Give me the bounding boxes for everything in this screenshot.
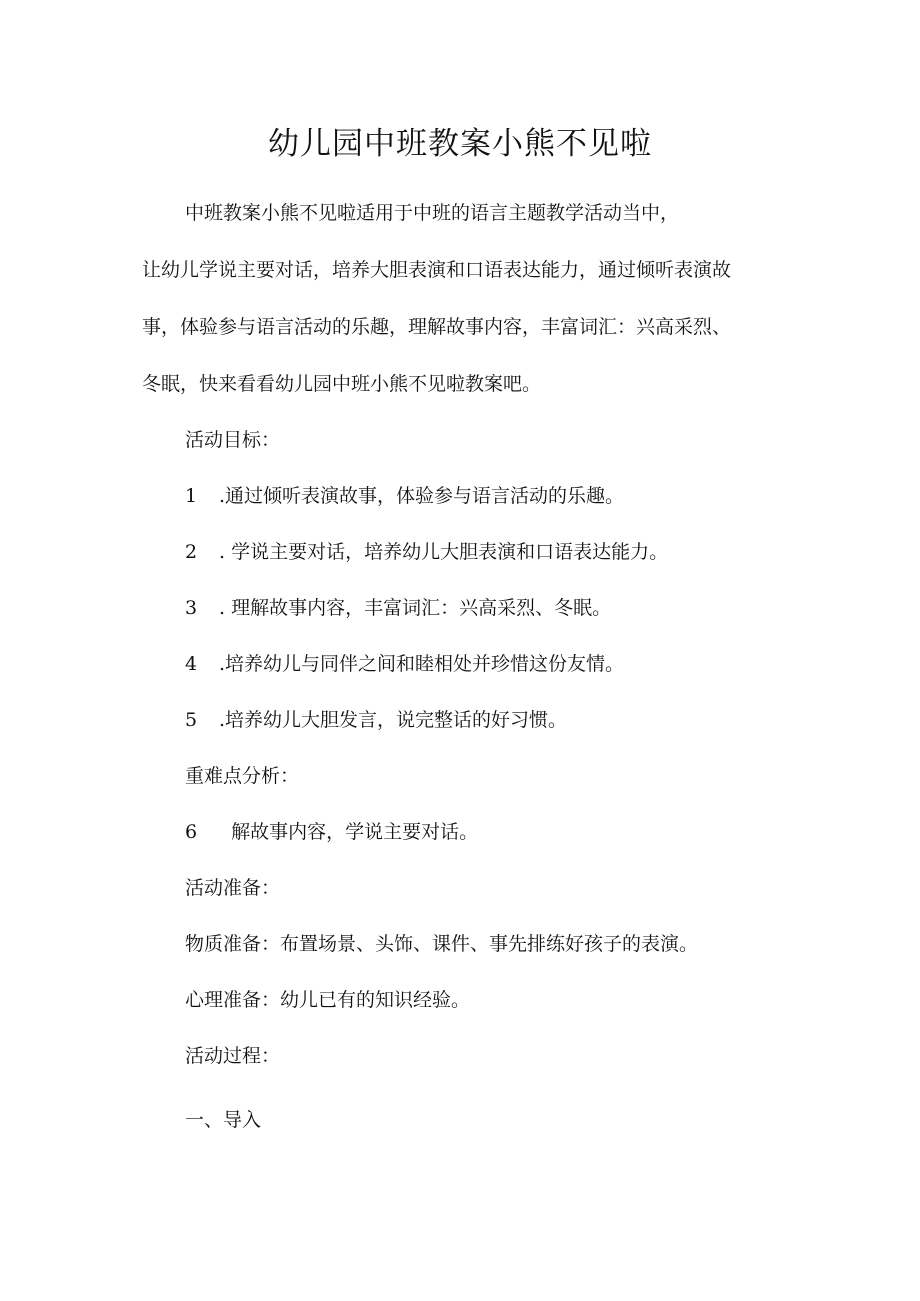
key-point-number: 6 (185, 821, 198, 843)
process-heading: 活动过程： (185, 1045, 281, 1067)
key-point-text: 解故事内容，学说主要对话。 (219, 821, 479, 843)
document-title: 幼儿园中班教案小熊不见啦 (268, 126, 652, 162)
intro-line-4: 冬眠，快来看看幼儿园中班小熊不见啦教案吧。 (142, 373, 542, 395)
key-points-heading: 重难点分析： (185, 765, 300, 787)
intro-line-1: 中班教案小熊不见啦适用于中班的语言主题教学活动当中， (185, 202, 680, 224)
prep-heading: 活动准备： (185, 877, 281, 899)
goal-item-4 (185, 651, 624, 677)
goal-item-2 (185, 539, 668, 565)
goal-number: 1 (185, 485, 198, 507)
goals-heading: 活动目标： (185, 429, 281, 451)
goal-item-5 (185, 707, 567, 733)
goal-number: 5 (185, 709, 198, 731)
intro-line-2: 让幼儿学说主要对话，培养大胆表演和口语表达能力，通过倾听表演故 (142, 259, 732, 281)
prep-item-material: 物质准备：布置场景、头饰、课件、事先排练好孩子的表演。 (185, 933, 699, 955)
prep-item-mental: 心理准备：幼儿已有的知识经验。 (185, 989, 471, 1011)
goal-number: 4 (185, 653, 198, 675)
section-one-heading: 一、导入 (185, 1109, 262, 1131)
goal-number: 3 (185, 597, 198, 619)
key-point-item-1 (185, 819, 478, 845)
goal-item-1 (185, 483, 624, 509)
goal-text: .通过倾听表演故事，体验参与语言活动的乐趣。 (219, 485, 625, 507)
goal-text: . 理解故事内容，丰富词汇：兴高采烈、冬眠。 (219, 597, 612, 619)
intro-line-3: 事，体验参与语言活动的乐趣，理解故事内容，丰富词汇：兴高采烈、 (142, 316, 732, 338)
goal-item-3 (185, 595, 611, 621)
goal-text: .培养幼儿与同伴之间和睦相处并珍惜这份友情。 (219, 653, 625, 675)
goal-text: . 学说主要对话，培养幼儿大胆表演和口语表达能力。 (219, 541, 669, 563)
goal-text: .培养幼儿大胆发言，说完整话的好习惯。 (219, 709, 568, 731)
goal-number: 2 (185, 541, 198, 563)
